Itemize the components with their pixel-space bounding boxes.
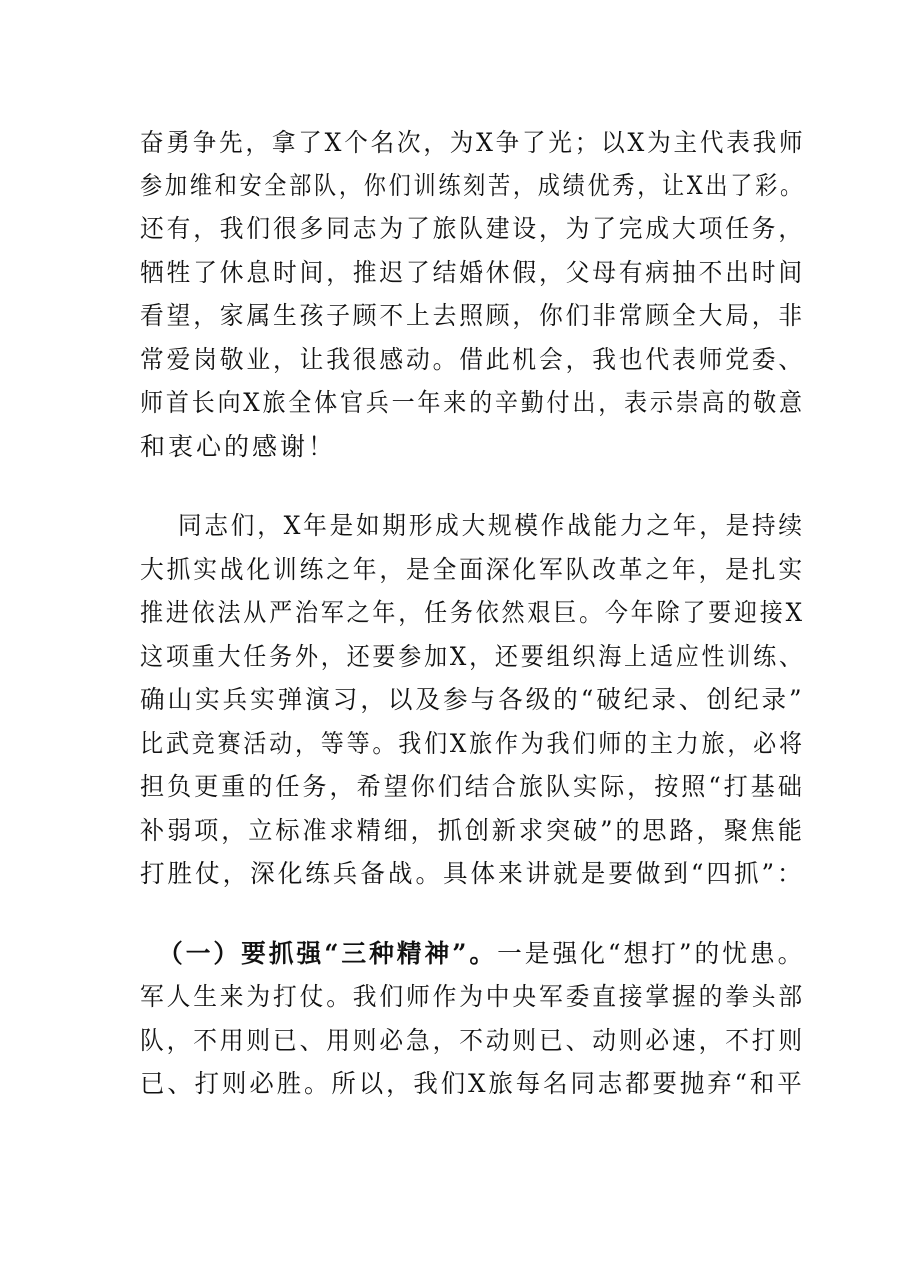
text-line: 打胜仗，深化练兵备战。具体来讲就是要做到“四抓”： <box>140 859 805 888</box>
text-line: 奋勇争先，拿了X个名次，为X争了光；以X为主代表我师 <box>140 128 806 157</box>
text-line: 比武竞赛活动，等等。我们X旅作为我们师的主力旅，必将 <box>140 729 805 758</box>
text-line: 已、打则必胜。所以，我们X旅每名同志都要抛弃“和平 <box>140 1069 805 1098</box>
text-line <box>158 937 805 971</box>
text-line: 还有，我们很多同志为了旅队建设，为了完成大项任务， <box>140 214 806 243</box>
text-line: 确山实兵实弹演习，以及参与各级的“破纪录、创纪录” <box>140 685 805 714</box>
text-line: 师首长向X旅全体官兵一年来的辛勤付出，表示崇高的敬意 <box>140 388 805 417</box>
text-line: 队，不用则已、用则必急，不动则已、动则必速，不打则 <box>140 1026 806 1055</box>
text-line: 推进依法从严治军之年，任务依然艰巨。今年除了要迎接X <box>140 598 805 627</box>
text-line: 看望，家属生孩子顾不上去照顾，你们非常顾全大局，非 <box>140 301 806 330</box>
heading-line-rest: 一是强化“想打”的忧患。 <box>497 939 806 968</box>
text-line: 大抓实战化训练之年，是全面深化军队改革之年，是扎实 <box>140 555 806 584</box>
text-line: 同志们，X年是如期形成大规模作战能力之年，是持续 <box>178 511 805 540</box>
text-line: 补弱项，立标准求精细，抓创新求突破”的思路，聚焦能 <box>140 816 805 845</box>
text-line: 和衷心的感谢！ <box>140 432 337 461</box>
text-line: 牺牲了休息时间，推迟了结婚休假，父母有病抽不出时间 <box>140 258 806 287</box>
section-heading: （一）要抓强“三种精神”。 <box>158 939 498 968</box>
text-line: 参加维和安全部队，你们训练刻苦，成绩优秀，让X出了彩。 <box>140 171 805 200</box>
text-line: 这项重大任务外，还要参加X，还要组织海上适应性训练、 <box>140 642 805 671</box>
text-line: 军人生来为打仗。我们师作为中央军委直接掌握的拳头部 <box>140 982 806 1011</box>
text-line: 常爱岗敬业，让我很感动。借此机会，我也代表师党委、 <box>140 345 806 374</box>
text-line: 担负更重的任务，希望你们结合旅队实际，按照“打基础 <box>140 772 805 801</box>
